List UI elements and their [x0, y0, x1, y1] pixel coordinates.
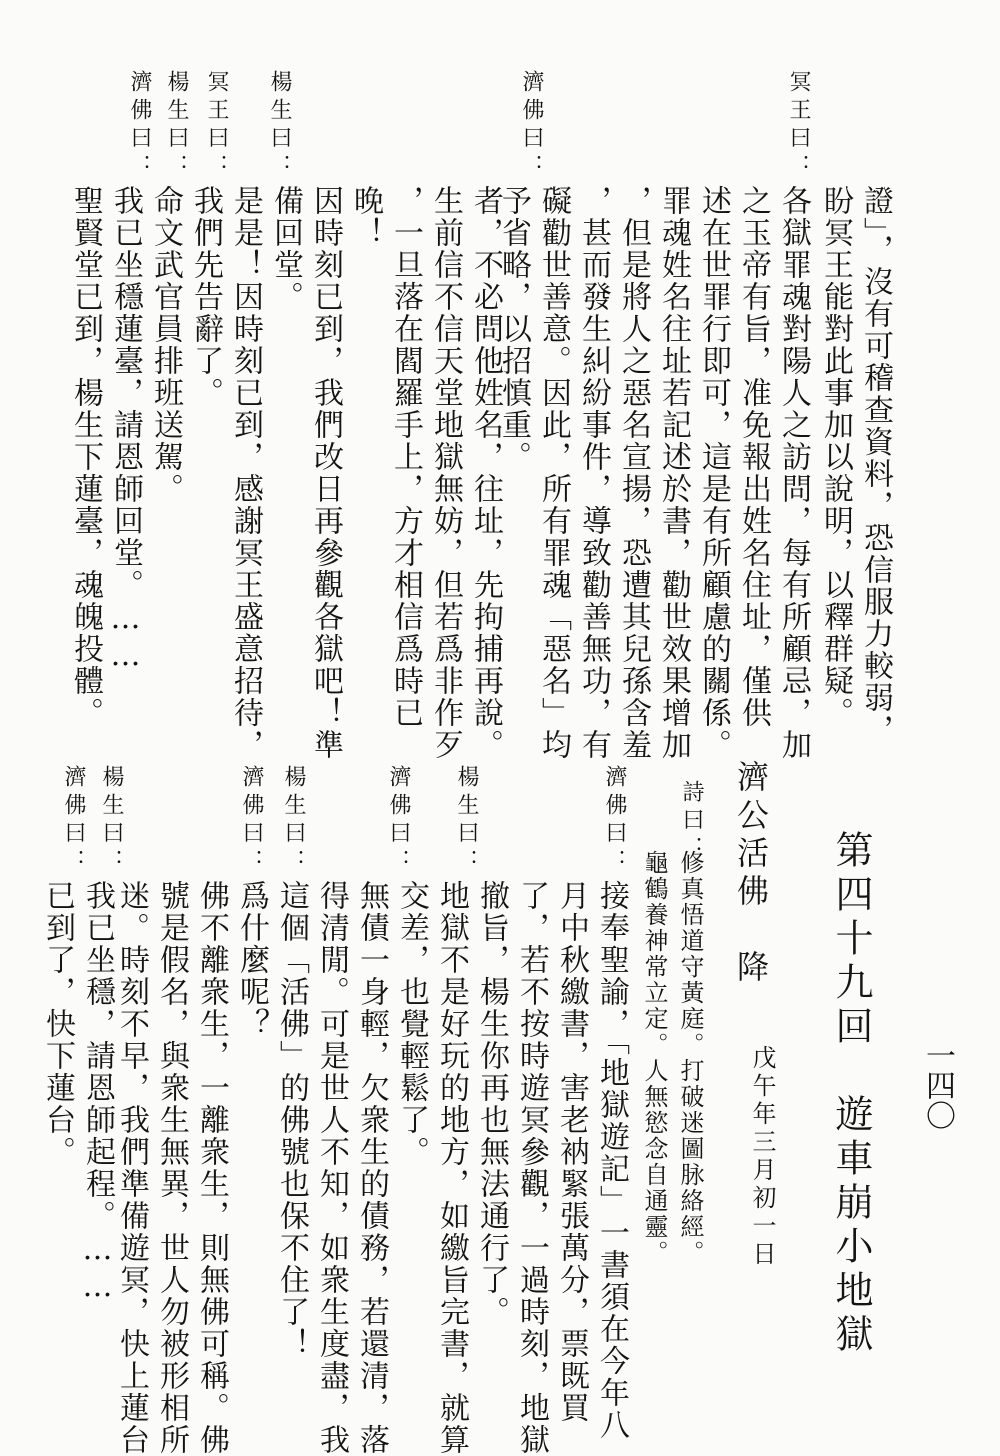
text-line: 這個「活佛」的佛號也保不住了！ — [274, 880, 309, 1360]
speaker-label: 楊生曰： — [281, 765, 306, 877]
text-line: 聖賢堂已到，楊生下蓮臺，魂魄投體。 — [68, 185, 103, 729]
speaker-label: 楊生曰： — [164, 70, 189, 182]
text-line: 佛不離衆生，一離衆生，則無佛可稱。佛 — [194, 880, 229, 1456]
chapter-title: 第四十九回 遊車崩小地獄 — [829, 830, 873, 1358]
text-line: 予省略，以招慎重。 — [496, 185, 531, 473]
speaker-label: 楊生曰： — [267, 70, 292, 182]
speaker-label: 楊生曰： — [454, 765, 479, 877]
poem-label: 詩曰： — [679, 780, 704, 864]
poem-line: 龜鶴養神常立定。人無慾念自通靈。 — [640, 850, 668, 1266]
text-line: 地獄不是好玩的地方，如繳旨完書，就算 — [434, 880, 469, 1456]
speaker-label: 濟佛曰： — [239, 765, 264, 877]
text-line: 交差，也覺輕鬆了。 — [394, 880, 429, 1168]
text-line: 我已坐穩蓮臺，請恩師回堂。…… — [108, 185, 143, 675]
text-line: 之玉帝有旨，准免報出姓名住址，僅供 — [736, 185, 771, 729]
descend-line: 濟公活佛 降 — [732, 760, 770, 988]
text-line: 述在世罪行即可，這是有所顧慮的關係。 — [696, 185, 731, 761]
speaker-label: 濟佛曰： — [519, 70, 544, 182]
text-line: ，甚而發生糾紛事件，導致勸善無功，有 — [576, 185, 611, 761]
text-line: 號是假名，與衆生無異，世人勿被形相所 — [154, 880, 189, 1456]
text-line: 得清閒。可是世人不知，如衆生度盡，我 — [314, 880, 349, 1456]
text-line: 爲什麼呢？ — [234, 880, 269, 1040]
text-line: 無債一身輕，欠衆生的債務，若還清，落 — [354, 880, 389, 1456]
text-line: 迷。時刻不早，我們準備遊冥，快上蓮台 — [114, 880, 149, 1456]
text-line: 我已坐穩，請恩師起程。…… — [80, 880, 115, 1306]
text-line: 了，若不按時遊冥參觀，一過時刻，地獄 — [514, 880, 549, 1456]
text-line: 者，不必問他姓名，往址，先拘捕再說。 — [468, 185, 503, 761]
speaker-label: 楊生曰： — [99, 765, 124, 877]
speaker-label: 濟佛曰： — [602, 765, 627, 877]
text-line: 各獄罪魂對陽人之訪問，每有所顧忌，加 — [776, 185, 811, 761]
speaker-label: 濟佛曰： — [61, 765, 86, 877]
text-line: 因時刻已到，我們改日再參觀各獄吧！準 — [308, 185, 343, 761]
text-line: 生前信不信天堂地獄無妨，但若爲非作歹 — [428, 185, 463, 761]
text-line: 盼冥王能對此事加以說明，以釋群疑。 — [818, 185, 853, 729]
text-line: 晚！ — [348, 185, 383, 249]
text-line: 我們先告辭了。 — [188, 185, 223, 409]
text-line: 礙勸世善意。因此，所有罪魂「惡名」均 — [536, 185, 571, 761]
text-line: ，但是將人之惡名宣揚，恐遭其兒孫含羞 — [616, 185, 651, 761]
text-line: 撤旨，楊生你再也無法通行了。 — [474, 880, 509, 1328]
page-number: 一四〇 — [920, 1040, 955, 1130]
text-line: ，一旦落在閻羅手上，方才相信爲時已 — [388, 185, 423, 729]
poem-line: 修真悟道守黃庭。打破迷圖脉絡經。 — [676, 850, 704, 1266]
text-line: 備回堂。 — [268, 185, 303, 313]
text-line: 接奉聖諭，「地獄遊記」一書須在今年八 — [594, 880, 629, 1441]
text-line: 已到了，快下蓮台。 — [40, 880, 75, 1168]
speaker-label: 冥王曰： — [204, 70, 229, 182]
text-line: 月中秋繳書，害老衲緊張萬分，票既買 — [554, 880, 589, 1424]
date: 戊午年三月初一日 — [748, 1045, 776, 1269]
text-line: 證」，沒有可稽查資料，恐信服力較弱， — [858, 185, 893, 746]
text-line: 命文武官員排班送駕。 — [148, 185, 183, 505]
speaker-label: 冥王曰： — [786, 70, 811, 182]
text-line: 罪魂姓名往址若記述於書，勸世效果增加 — [656, 185, 691, 761]
text-line: 是是！因時刻已到，感謝冥王盛意招待， — [228, 185, 263, 761]
speaker-label: 濟佛曰： — [127, 70, 152, 182]
speaker-label: 濟佛曰： — [386, 765, 411, 877]
